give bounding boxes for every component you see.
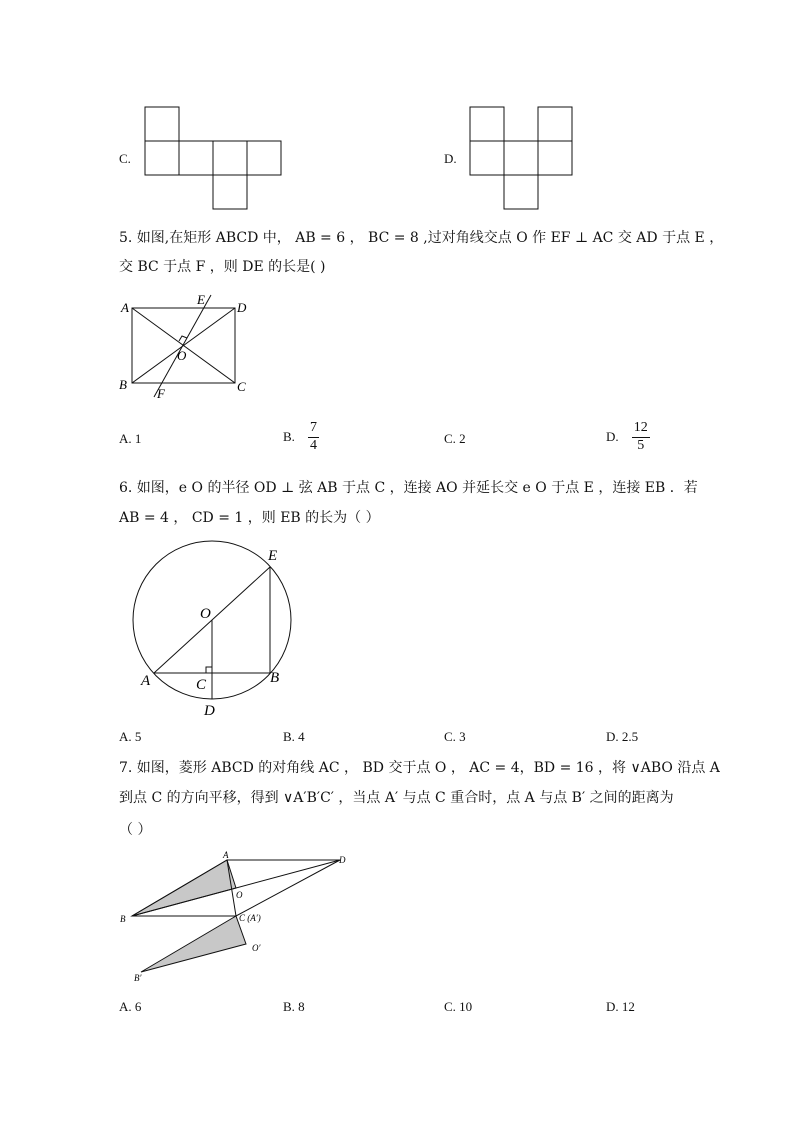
q5-option-a: A. 1 bbox=[119, 431, 142, 446]
net-c-square-3 bbox=[213, 141, 247, 175]
net-d-square-3 bbox=[538, 141, 572, 175]
label-c-a2: C (A′) bbox=[239, 913, 261, 923]
fraction-numerator: 7 bbox=[308, 420, 319, 438]
q6-circle-figure bbox=[120, 540, 300, 720]
q5-option-b bbox=[283, 420, 319, 454]
fraction-denominator: 4 bbox=[310, 438, 318, 453]
label-a: A bbox=[141, 673, 151, 689]
fraction-denominator: 5 bbox=[637, 438, 645, 453]
label-e: E bbox=[268, 548, 278, 564]
q4-option-d-net bbox=[465, 104, 577, 212]
q4-option-c-label: C. bbox=[119, 151, 131, 166]
q7-rhombus-figure bbox=[112, 848, 362, 988]
q5-stem-line2: 交 BC 于点 F ，则 DE 的长是( ) bbox=[119, 259, 326, 275]
label-b2: B′ bbox=[134, 973, 142, 983]
net-d-square-top-left bbox=[470, 107, 504, 141]
net-d-square-2 bbox=[504, 141, 538, 175]
label-d: D bbox=[339, 855, 346, 865]
label-a: A bbox=[223, 850, 229, 860]
q5-option-c: C. 2 bbox=[444, 431, 466, 446]
net-d-square-1 bbox=[470, 141, 504, 175]
q7-stem-line3: （ ） bbox=[119, 822, 152, 838]
label-o: O bbox=[236, 890, 243, 900]
net-c-square-1 bbox=[145, 141, 179, 175]
q7-option-a: A. 6 bbox=[119, 999, 142, 1014]
q5-option-d bbox=[606, 420, 650, 454]
label-c: C bbox=[196, 677, 207, 693]
label-e: E bbox=[197, 292, 205, 307]
q7-stem-line2: 到点 C 的方向平移，得到 ∨A′B′C′ ，当点 A′ 与点 C 重合时，点 A 与点 B′ 之间的距离为 bbox=[119, 790, 674, 806]
label-b: B bbox=[270, 670, 280, 686]
label-d: D bbox=[237, 300, 247, 315]
label-o2: O′ bbox=[252, 943, 261, 953]
net-d-square-top-right bbox=[538, 107, 572, 141]
fraction-numerator: 12 bbox=[632, 420, 650, 438]
net-c-square-bottom bbox=[213, 175, 247, 209]
net-c-square-top bbox=[145, 107, 179, 141]
label-a: A bbox=[121, 300, 129, 315]
q7-option-b: B. 8 bbox=[283, 999, 305, 1014]
net-c-square-2 bbox=[179, 141, 213, 175]
q6-option-d: D. 2.5 bbox=[606, 729, 639, 744]
net-d-square-bottom bbox=[504, 175, 538, 209]
line-ef bbox=[154, 295, 211, 397]
q5-option-d-fraction bbox=[632, 420, 650, 454]
right-angle-mark bbox=[206, 667, 212, 673]
label-b: B bbox=[120, 914, 126, 924]
label-f: F bbox=[157, 386, 165, 401]
label-c: C bbox=[237, 379, 246, 394]
label-o: O bbox=[200, 606, 211, 622]
shaded-triangle-abo bbox=[132, 860, 236, 916]
label-o: O bbox=[177, 348, 187, 363]
q5-option-b-prefix: B. bbox=[283, 429, 295, 444]
q6-stem-line1: 6. 如图，e O 的半径 OD ⊥ 弦 AB 于点 C ，连接 AO 并延长交 e O 于点 E ，连接 EB ．若 bbox=[119, 480, 698, 496]
q6-stem-line2: AB = 4 ， CD = 1 ，则 EB 的长为（ ） bbox=[119, 510, 380, 526]
net-c-square-4 bbox=[247, 141, 281, 175]
q7-stem-line1: 7. 如图，菱形 ABCD 的对角线 AC ， BD 交于点 O ， AC = 4，BD = 16 ，将 ∨ABO 沿点 A bbox=[119, 760, 720, 776]
q5-rectangle-figure bbox=[112, 290, 262, 402]
q7-option-c: C. 10 bbox=[444, 999, 473, 1014]
q6-option-a: A. 5 bbox=[119, 729, 142, 744]
q7-option-d: D. 12 bbox=[606, 999, 635, 1014]
shaded-triangle-a2b2o2 bbox=[141, 916, 246, 972]
q6-option-b: B. 4 bbox=[283, 729, 305, 744]
q5-option-b-fraction bbox=[308, 420, 319, 454]
q6-option-c: C. 3 bbox=[444, 729, 466, 744]
q4-option-c-net bbox=[140, 104, 286, 212]
label-d: D bbox=[204, 703, 215, 719]
q4-option-d-label: D. bbox=[444, 151, 457, 166]
diagonal-bd bbox=[132, 860, 340, 916]
label-b: B bbox=[119, 377, 127, 392]
q5-stem-line1: 5. 如图,在矩形 ABCD 中， AB = 6 ， BC = 8 ,过对角线交点 O 作 EF ⊥ AC 交 AD 于点 E ， bbox=[119, 230, 724, 246]
q5-option-d-prefix: D. bbox=[606, 429, 619, 444]
